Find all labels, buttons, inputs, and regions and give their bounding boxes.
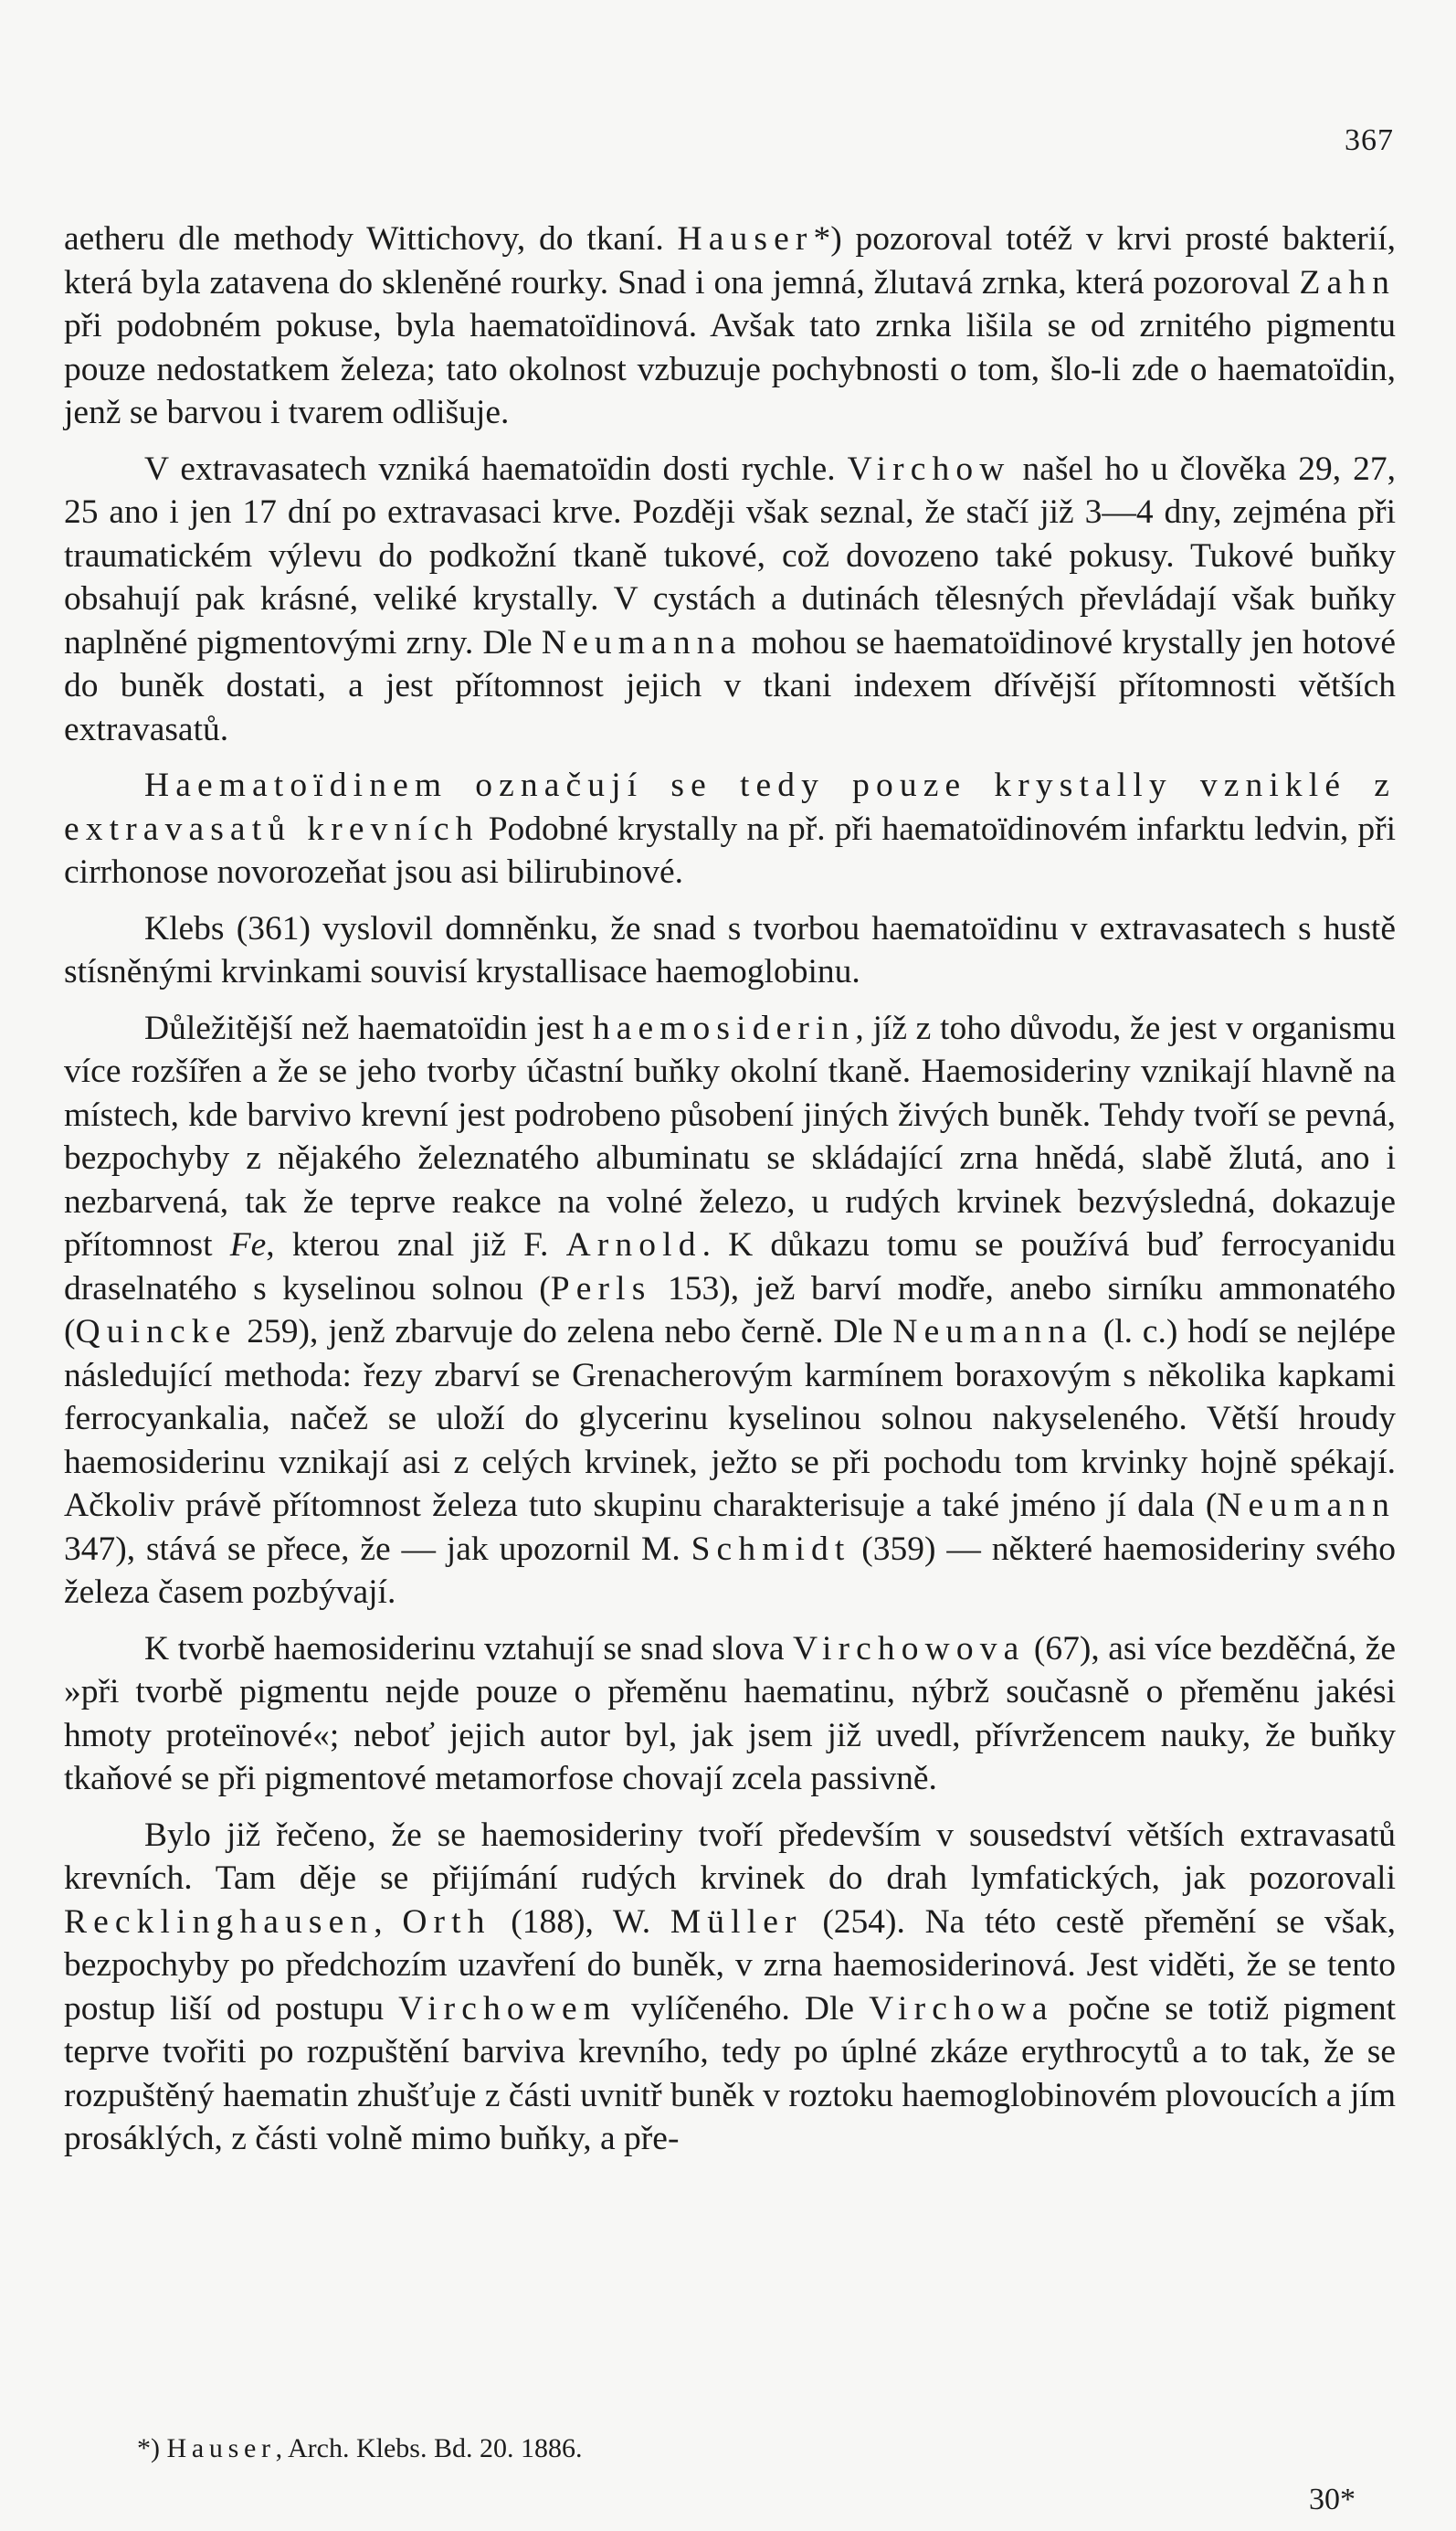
text-run: (254). Na této cestě přemění se však, bezpochyby po předchozím uzavření do buněk, v zrna haemosiderinová. Jest viděti, že se tento postup liší od postupu: [64, 1902, 1397, 2028]
text-run: Důležitější než haematoïdin jest: [144, 1009, 593, 1047]
paragraph: [64, 1814, 1396, 2161]
footnote-author: Hauser: [166, 2433, 276, 2463]
text-run: při podobném pokuse, byla haematoïdinová. Avšak tato zrnka lišila se od zrnitého pigmentu pouze nedostatkem železa; tato okolnost vzbuzuje pochybnosti o tom, šlo-li zde o haematoïdin, jenž se barvou i tvarem odlišuje.: [64, 307, 1396, 431]
text-run: 153), jež barví modře, anebo sirníku ammonatého (: [64, 1269, 1396, 1350]
text-run: (359) — některé haemosideriny svého železa časem pozbývají.: [64, 1530, 1396, 1611]
footnote-marker: *): [137, 2433, 160, 2463]
spaced-name: Zahn: [1299, 263, 1396, 302]
spaced-name: Virchow: [847, 450, 1011, 488]
footnote-text: , Arch. Klebs. Bd. 20. 1886.: [275, 2433, 583, 2463]
text-run: , jíž z toho důvodu, že jest v organismu více rozšířen a že se jeho tvorby účastní buňky okolní tkaně. Haemosideriny vznikají hlavně na místech, kde barvivo krevní jest podrobeno působení jiných živých buněk. Tehdy tvoří se pevná, bezpochyby z nějakého železnatého albuminatu se skládající zrna hnědá, slabě žlutá, ano i nezbarvená, tak že teprve reakce na volné železo, u rudých krvinek bezvýsledná, dokazuje přítomnost: [64, 1009, 1396, 1264]
spaced-name: Neumanna: [541, 623, 743, 662]
paragraph: [64, 907, 1396, 994]
text-run: ,: [374, 1902, 403, 1941]
footnote: [137, 2432, 1233, 2465]
text-run: 347), stává se přece, že — jak upozornil M.: [64, 1530, 691, 1568]
paragraph: [64, 1627, 1396, 1801]
text-run: aetheru dle methody Wittichovy, do tkaní.: [64, 220, 678, 258]
paragraph: [64, 217, 1396, 435]
spaced-name: Virchowa: [869, 1989, 1054, 2028]
paragraph: [64, 1007, 1396, 1615]
signature-mark: 30*: [1309, 2483, 1356, 2516]
spaced-name: Orth: [402, 1902, 491, 1941]
spaced-name: Recklinghausen: [64, 1902, 375, 1941]
text-run: *) pozoroval totéž v krvi prosté bakterií, která byla zatavena do skleněné rourky. Snad i ona jemná, žlutavá zrnka, která pozoroval: [64, 220, 1396, 302]
text-run: našel ho u člověka 29, 27, 25 ano i jen 17 dní po extravasaci krve. Později však seznal, že stačí již 3—4 dny, zejména při traumatickém výlevu do podkožní tkaně tukové, což dovozeno také pokusy. Tukové buňky obsahují pak krásné, veliké krystally. V cystách a dutinách tělesných převládají však buňky naplněné pigmentovými zrny. Dle: [64, 450, 1396, 662]
text-run: V extravasatech vzniká haematoïdin dosti rychle.: [144, 450, 848, 488]
spaced-name: Haematoïdinem označují se tedy pouze krystally vzniklé z extravasatů krevních: [64, 767, 1396, 848]
italic-term: Fe: [229, 1226, 267, 1264]
spaced-name: Perls: [550, 1269, 652, 1308]
spaced-name: Quincke: [75, 1313, 237, 1350]
spaced-name: Virchowem: [398, 1989, 617, 2028]
text-run: mohou se haematoïdinové krystally jen hotové do buněk dostati, a jest přítomnost jejich v tkani indexem dřívější přítomnosti větších extravasatů.: [64, 623, 1396, 748]
text-run: Podobné krystally na př. při haematoïdinovém infarktu ledvin, při cirrhonose novorozeňat jsou asi bilirubinové.: [64, 810, 1396, 891]
text-run: Bylo již řečeno, že se haemosideriny tvoří především v sousedství větších extravasatů krevních. Tam děje se přijímání rudých krvinek do drah lymfatických, jak pozorovali: [64, 1816, 1396, 1897]
spaced-name: Neumann: [1217, 1487, 1396, 1524]
text-run: 259), jenž zbarvuje do zelena nebo černě. Dle: [237, 1313, 893, 1350]
text-run: . K důkazu tomu se používá buď ferrocyanidu draselnatého s kyselinou solnou (: [64, 1226, 1397, 1308]
spaced-name: Hauser: [677, 220, 814, 258]
page-number: 367: [1345, 123, 1394, 157]
text-run: počne se totiž pigment teprve tvořiti po rozpuštění barviva krevního, tedy po úplné zkáze erythrocytů a to tak, že se rozpuštěný haematin zhušťuje z části uvnitř buněk v roztoku haemoglobinovém plovoucích a jím prosáklých, z části volně mimo buňky, a pře-: [64, 1989, 1397, 2157]
text-run: Klebs (361) vyslovil domněnku, že snad s tvorbou haematoïdinu v extravasatech s hustě stísněnými krvinkami souvisí krystallisace haemoglobinu.: [64, 909, 1396, 990]
paragraph: [64, 764, 1396, 895]
text-run: , kterou znal již F.: [266, 1226, 566, 1264]
spaced-name: Neumanna: [892, 1313, 1093, 1350]
text-run: (67), asi více bezděčná, že »při tvorbě pigmentu nejde pouze o přeměnu haematinu, nýbrž současně o přeměnu jakési hmoty proteïnové«; neboť jejich autor byl, jak jsem již uvedl, přívržencem nauky, že buňky tkaňové se při pigmentové metamorfose chovají zcela passivně.: [64, 1629, 1396, 1797]
text-run: (188), W.: [491, 1902, 670, 1941]
spaced-name: Arnold: [565, 1226, 702, 1264]
body-text: [64, 217, 1396, 2174]
paragraph: [64, 448, 1396, 752]
spaced-name: Schmidt: [691, 1530, 851, 1568]
text-run: (l. c.) hodí se nejlépe následující methoda: řezy zbarví se Grenacherovým karmínem boraxovým s několika kapkami ferrocyankalia, načež se uloží do glycerinu kyselinou solnou nakyseleného. Větší hroudy haemosiderinu vznikají asi z celých krvinek, ježto se při pochodu tom krvinky hojně spékají. Ačkoliv právě přítomnost železa tuto skupinu charakterisuje a také jméno jí dala (: [64, 1313, 1396, 1524]
text-run: K tvorbě haemosiderinu vztahují se snad slova: [144, 1629, 794, 1668]
spaced-name: haemosiderin: [592, 1009, 856, 1047]
spaced-name: Virchowova: [793, 1629, 1026, 1668]
text-run: vylíčeného. Dle: [617, 1989, 870, 2028]
spaced-name: Müller: [670, 1902, 803, 1941]
